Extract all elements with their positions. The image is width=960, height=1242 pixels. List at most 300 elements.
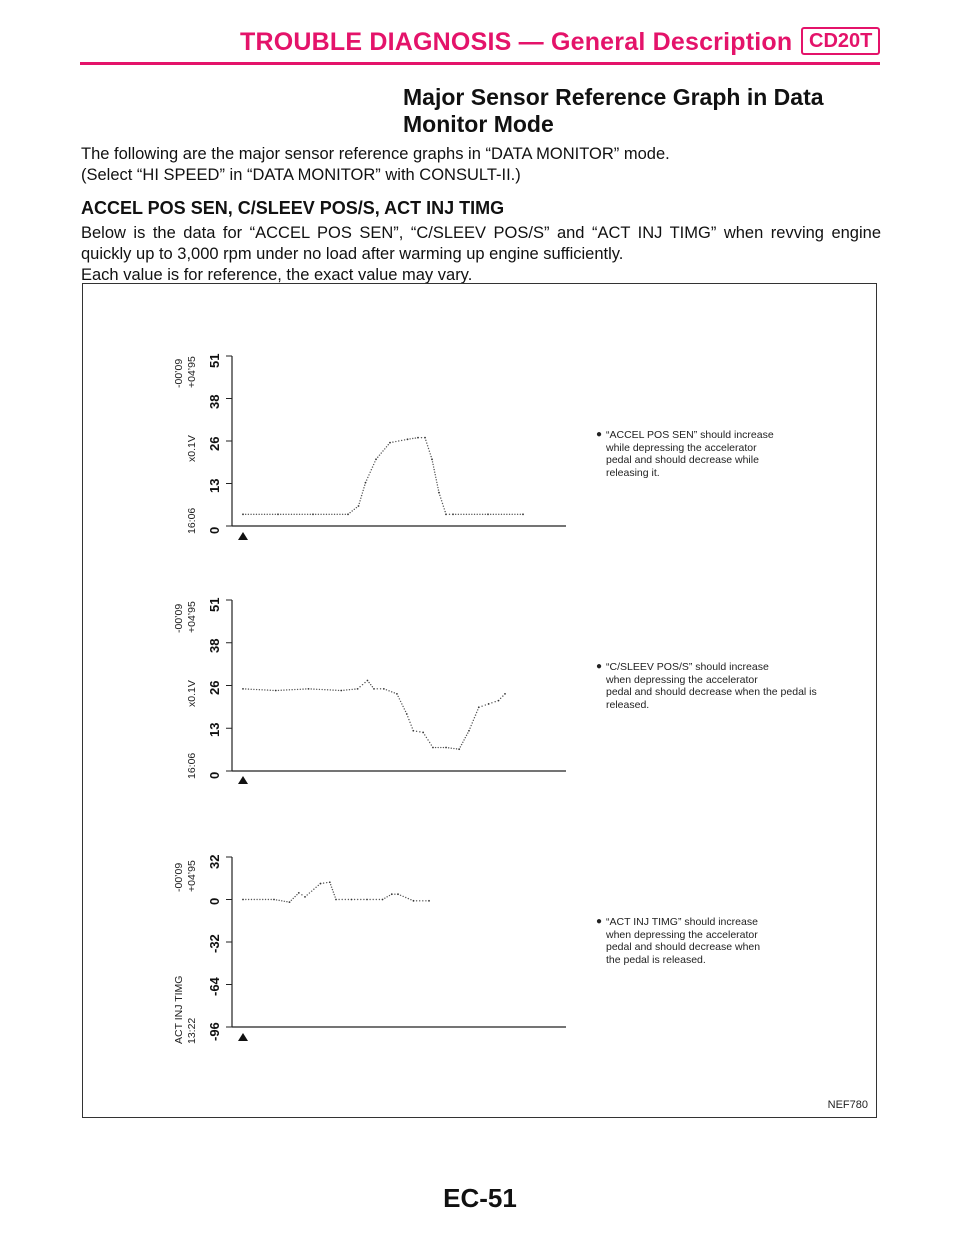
graph3-trace-dot: [345, 899, 346, 900]
graph1-trace-dot: [426, 442, 427, 443]
graph2-trace-dot: [327, 689, 328, 690]
graph3-trace-dot: [291, 900, 292, 901]
bullet-icon: ●: [596, 429, 603, 440]
graph1-trace-dot: [359, 500, 360, 501]
graph1-trace-dot: [442, 503, 443, 504]
graph3-data-point: [413, 900, 415, 902]
graph2-data-point: [422, 732, 424, 734]
graph3-trace-dot: [315, 887, 316, 888]
graph1-trace-dot: [498, 514, 499, 515]
graph3-trace-dot: [251, 899, 252, 900]
graph2-trace-dot: [386, 689, 387, 690]
graph1-note-line2: while depressing the accelerator: [606, 441, 757, 454]
graph2-trace-dot: [368, 682, 369, 683]
graph2-trace-dot: [302, 688, 303, 689]
graph2-trace-dot: [462, 742, 463, 743]
graph2-note: [596, 661, 846, 711]
graph1-trace-dot: [261, 514, 262, 515]
graph1-trace-dot: [283, 514, 284, 515]
graph2-tick-1: 13: [207, 722, 222, 737]
graph1-trace-dot: [258, 514, 259, 515]
graph2-trace-dot: [408, 719, 409, 720]
graph1-trace-dot: [485, 514, 486, 515]
graph1-trace-dot: [434, 471, 435, 472]
graph2-trace-dot: [407, 716, 408, 717]
graph2-trace-dot: [330, 689, 331, 690]
graph3-trace-dot: [307, 894, 308, 895]
graph2-trace-dot: [485, 704, 486, 705]
graph2-trace-dot: [453, 748, 454, 749]
section-title-line2: Monitor Mode: [403, 111, 554, 137]
graph3-trace-dot: [245, 899, 246, 900]
graph2-data-point: [367, 680, 369, 682]
graph2-trace-dot: [491, 702, 492, 703]
graph3-trace-dot: [369, 899, 370, 900]
graph2-trace-dot: [321, 689, 322, 690]
subsection-title: ACCEL POS SEN, C/SLEEV POS/S, ACT INJ TIMG: [81, 198, 505, 218]
graph1-trace-dot: [435, 474, 436, 475]
graph1-tick-4: 51: [207, 353, 222, 368]
graph2-data-point: [383, 688, 385, 690]
graph2-time: 16:06: [186, 752, 198, 779]
graph2-data-point: [340, 690, 342, 692]
graph1-trace-dot: [291, 514, 292, 515]
graph2-data-point: [488, 703, 490, 705]
graph1-trace-dot: [438, 489, 439, 490]
graph1-data-point: [375, 458, 377, 460]
graph3-data-point: [382, 899, 384, 901]
graph3-trace-dot: [248, 899, 249, 900]
graph3-trace-dot: [293, 898, 294, 899]
graph2-trace-dot: [410, 724, 411, 725]
graph1-data-point: [389, 442, 391, 444]
graph2-range-top: -00’09: [173, 603, 185, 633]
graph1-trace-dot: [463, 514, 464, 515]
graph2-trace-dot: [354, 688, 355, 689]
graph1-data-point: [424, 437, 426, 439]
graph1-trace-dot: [339, 514, 340, 515]
graph3-tick-3: 0: [207, 897, 222, 905]
graph3-trace-dot: [301, 894, 302, 895]
graph2-trace-dot: [380, 688, 381, 689]
page-number: EC-51: [443, 1183, 517, 1213]
graph2-trace-dot: [435, 747, 436, 748]
graph3-trace-dot: [265, 899, 266, 900]
graph1-trace-dot: [345, 514, 346, 515]
graph2-trace-dot: [477, 709, 478, 710]
graph1-trace-dot: [328, 514, 329, 515]
graph1-trace-dot: [412, 438, 413, 439]
graph3-trace-dot: [254, 899, 255, 900]
graph3-trace-dot: [394, 893, 395, 894]
graph2-trace-dot: [332, 689, 333, 690]
graph1-trace-dot: [514, 514, 515, 515]
graph1-trace-dot: [401, 440, 402, 441]
graph1-trace-dot: [509, 514, 510, 515]
graph1-trace-dot: [296, 514, 297, 515]
graph2-trace-dot: [259, 689, 260, 690]
graph1-trace-dot: [503, 514, 504, 515]
graph1-note-line1: “ACCEL POS SEN” should increase: [606, 429, 774, 441]
graph1-trace-dot: [307, 514, 308, 515]
graph3-trace-dot: [268, 899, 269, 900]
graph2-data-point: [357, 688, 359, 690]
graph2-trace-dot: [359, 686, 360, 687]
graph1-trace-dot: [409, 438, 410, 439]
graph1-trace-dot: [468, 514, 469, 515]
graph1-trace-dot: [471, 514, 472, 515]
graph1-trace-dot: [517, 514, 518, 515]
graph2-data-point: [432, 747, 434, 749]
graph1-trace-dot: [352, 510, 353, 511]
graph2-trace-dot: [294, 689, 295, 690]
graph1-trace-dot: [267, 514, 268, 515]
graph2-trace-dot: [324, 689, 325, 690]
graph1-trace-dot: [421, 437, 422, 438]
graph3-trace-dot: [270, 899, 271, 900]
graph2-data-point: [412, 730, 414, 732]
graph3-trace-dot: [405, 897, 406, 898]
graph2-trace-dot: [437, 747, 438, 748]
graph2-trace-dot: [443, 747, 444, 748]
graph2-trace-dot: [469, 727, 470, 728]
graph2-trace-dot: [349, 689, 350, 690]
graph2-trace-dot: [300, 689, 301, 690]
graph1-trace-dot: [362, 492, 363, 493]
graph3-note-line1: “ACT INJ TIMG” should increase: [606, 916, 758, 928]
graph1-trace-dot: [482, 514, 483, 515]
graph1-tick-3: 38: [207, 394, 222, 409]
graph2-trace-dot: [427, 739, 428, 740]
graph2-trace-dot: [456, 748, 457, 749]
graph1-note-line4: releasing it.: [606, 466, 660, 479]
graph2-trace-dot: [397, 696, 398, 697]
graph1-trace-dot: [444, 508, 445, 509]
graph3-trace-dot: [330, 884, 331, 885]
desc-line1: Below is the data for “ACCEL POS SEN”, “C/SLEEV POS/S” and “ACT INJ TIMG” when revving engine: [81, 224, 881, 242]
graph1-trace-dot: [432, 461, 433, 462]
graph3-trace-dot: [376, 899, 377, 900]
graph2-note-line3: pedal and should decrease when the pedal is: [606, 686, 817, 698]
graph3-range-top: -00’09: [173, 862, 185, 892]
graph1-data-point: [522, 513, 524, 515]
graph3-trace-dot: [286, 901, 287, 902]
graph2-trace-dot: [409, 722, 410, 723]
graph3-trace-dot: [334, 894, 335, 895]
graph2-note-line1: “C/SLEEV POS/S” should increase: [606, 661, 769, 673]
graph1-trace-dot: [371, 469, 372, 470]
graph2-data-point: [458, 748, 460, 750]
graph2-tick-3: 38: [207, 638, 222, 653]
graph1-trace-dot: [388, 444, 389, 445]
graph1-trace-dot: [334, 514, 335, 515]
section-title-line1: Major Sensor Reference Graph in Data: [403, 84, 824, 110]
graph3-note-line3: pedal and should decrease when: [606, 941, 761, 953]
graph3-trace-dot: [276, 899, 277, 900]
graph1-trace-dot: [381, 452, 382, 453]
graph3-note-line2: when depressing the accelerator: [606, 928, 758, 941]
figure-id: NEF780: [827, 1099, 868, 1111]
graph2-trace-dot: [412, 727, 413, 728]
graph1-trace-dot: [315, 514, 316, 515]
graph3-trace-dot: [357, 899, 358, 900]
graph1-trace-dot: [449, 514, 450, 515]
graph3-trace-dot: [389, 895, 390, 896]
graph2-trace-dot: [500, 698, 501, 699]
bullet-icon: ●: [596, 916, 603, 927]
graph2-data-point: [396, 693, 398, 695]
graph3-trace-dot: [373, 899, 374, 900]
graph1-trace-dot: [379, 454, 380, 455]
graph1-note-line3: pedal and should decrease while: [606, 454, 759, 466]
graph1-trace-dot: [253, 514, 254, 515]
graph3-trace-dot: [334, 896, 335, 897]
graph2-trace-dot: [289, 689, 290, 690]
graph2-trace-dot: [404, 708, 405, 709]
graph1-trace-dot: [479, 514, 480, 515]
graph1-trace-dot: [342, 514, 343, 515]
graph1-trace-dot: [436, 479, 437, 480]
graph1-trace-dot: [436, 482, 437, 483]
graph2-trace-dot: [476, 712, 477, 713]
graph2-trace-dot: [291, 689, 292, 690]
graph3-trace-dot: [363, 899, 364, 900]
graph3-trace-dot: [296, 894, 297, 895]
graph3-trace-dot: [354, 899, 355, 900]
graph1-trace-dot: [398, 440, 399, 441]
graph2-data-point: [242, 688, 244, 690]
graph1-data-point: [242, 513, 244, 515]
graph2-data-point: [406, 713, 408, 715]
graph1-trace-dot: [326, 514, 327, 515]
engine-code-badge: CD20T: [801, 27, 880, 55]
graph1-trace-dot: [432, 464, 433, 465]
graph3-trace-dot: [422, 900, 423, 901]
graph3-tick-4: 32: [207, 854, 222, 869]
graph1-trace-dot: [506, 514, 507, 515]
graph1-trace-dot: [349, 512, 350, 513]
graph1-trace-dot: [520, 514, 521, 515]
graph1-trace-dot: [493, 514, 494, 515]
graph1-trace-dot: [440, 497, 441, 498]
graph1-trace-dot: [444, 511, 445, 512]
graph1-trace-dot: [369, 472, 370, 473]
graph3-trace-dot: [309, 892, 310, 893]
graph1-trace-dot: [264, 514, 265, 515]
graph2-trace-dot: [401, 703, 402, 704]
graph3-tick-1: -64: [207, 977, 222, 996]
graph2-trace-dot: [362, 684, 363, 685]
graph3-data-point: [366, 899, 368, 901]
graph3-note-line4: the pedal is released.: [606, 953, 706, 966]
graph3-data-point: [397, 893, 399, 895]
graph1-trace-dot: [474, 514, 475, 515]
graph3-trace-dot: [333, 891, 334, 892]
graph1-trace-dot: [367, 477, 368, 478]
graph1-trace-dot: [248, 514, 249, 515]
graph2-trace-dot: [250, 689, 251, 690]
graph3-trace-dot: [323, 882, 324, 883]
graph1-trace-dot: [501, 514, 502, 515]
graph2-data-point: [498, 700, 500, 702]
graph2-trace-dot: [338, 690, 339, 691]
graph2-trace-dot: [481, 705, 482, 706]
graph1-trace-dot: [443, 506, 444, 507]
graph2-trace-dot: [426, 737, 427, 738]
graph1-tick-0: 0: [207, 526, 222, 534]
intro-line2: (Select “HI SPEED” in “DATA MONITOR” with CONSULT-II.): [81, 166, 521, 184]
graph3-trace-dot: [400, 895, 401, 896]
graph2-data-point: [478, 706, 480, 708]
graph1-trace-dot: [458, 514, 459, 515]
graph3-trace-dot: [259, 899, 260, 900]
graph1-trace-dot: [304, 514, 305, 515]
graph1-trace-dot: [288, 514, 289, 515]
graph1-trace-dot: [368, 474, 369, 475]
graph2-trace-dot: [460, 746, 461, 747]
graph3-trace-dot: [360, 899, 361, 900]
graph3-data-point: [428, 900, 430, 902]
graph2-trace-dot: [335, 690, 336, 691]
graph2-data-point: [373, 688, 375, 690]
graph2-range-bottom: +04’95: [186, 601, 198, 633]
graph2-trace-dot: [405, 711, 406, 712]
graph2-trace-dot: [270, 690, 271, 691]
graph1-note: [596, 429, 846, 479]
graph1-trace-dot: [377, 457, 378, 458]
graph1-trace-dot: [363, 487, 364, 488]
graph2-data-point: [504, 693, 506, 695]
graph2-trace-dot: [343, 690, 344, 691]
graph2-cursor-marker: [238, 776, 248, 784]
graph3-trace-dot: [416, 900, 417, 901]
graph3-tick-0: -96: [207, 1022, 222, 1041]
graph1-trace-dot: [466, 514, 467, 515]
graph2-trace-dot: [473, 720, 474, 721]
header-rule: [80, 62, 880, 65]
graph1-trace-dot: [360, 498, 361, 499]
graph1-trace-dot: [362, 490, 363, 491]
graph1-trace-dot: [460, 514, 461, 515]
graph2-trace-dot: [248, 688, 249, 689]
header-title: TROUBLE DIAGNOSIS — General Description: [240, 28, 793, 56]
graph1-trace-dot: [359, 503, 360, 504]
graph1-trace-dot: [429, 451, 430, 452]
graph1-trace-dot: [272, 514, 273, 515]
graph3-trace-dot: [384, 897, 385, 898]
graph3-data-point: [391, 893, 393, 895]
graph3-time: 13:22: [186, 1017, 198, 1044]
graph3-cursor-marker: [238, 1033, 248, 1041]
graph1-trace-dot: [372, 466, 373, 467]
graph2-trace-dot: [472, 722, 473, 723]
graph1-trace-dot: [437, 484, 438, 485]
graph1-data-point: [431, 458, 433, 460]
graph3-trace-dot: [342, 899, 343, 900]
graph2-unit: x0.1V: [186, 680, 198, 707]
graph1-range-bottom: +04’95: [186, 356, 198, 388]
graph2-tick-0: 0: [207, 771, 222, 779]
graph1-data-point: [358, 505, 360, 507]
graph1-range-top: -00’09: [173, 358, 185, 388]
graph3-trace-dot: [262, 899, 263, 900]
graph2-trace-dot: [463, 739, 464, 740]
graph2-trace-dot: [440, 747, 441, 748]
graph1-trace-dot: [256, 514, 257, 515]
graph1-trace-dot: [331, 514, 332, 515]
graph3-data-point: [335, 899, 337, 901]
graph2-trace-dot: [377, 688, 378, 689]
graph2-trace-dot: [245, 688, 246, 689]
graph3-trace-dot: [313, 889, 314, 890]
graph1-trace-dot: [435, 477, 436, 478]
graph1-cursor-marker: [238, 532, 248, 540]
graph2-tick-2: 26: [207, 680, 222, 695]
graph1-trace-dot: [373, 464, 374, 465]
graph2-trace-dot: [451, 748, 452, 749]
graph3-trace-dot: [408, 898, 409, 899]
graph2-trace-dot: [261, 689, 262, 690]
graph2-note-line2: when depressing the accelerator: [606, 673, 758, 686]
graph2-trace-dot: [474, 717, 475, 718]
graph2-trace-dot: [470, 725, 471, 726]
graph1-trace-dot: [318, 514, 319, 515]
graph1-trace-dot: [439, 495, 440, 496]
graph1-trace-dot: [425, 440, 426, 441]
graph3-trace-dot: [294, 896, 295, 897]
graph1-trace-dot: [430, 456, 431, 457]
graph1-trace-dot: [490, 514, 491, 515]
desc-line3: Each value is for reference, the exact value may vary.: [81, 266, 473, 284]
graph1-trace-dot: [280, 514, 281, 515]
graph1-time: 16:06: [186, 507, 198, 534]
graph3-trace-dot: [348, 899, 349, 900]
graph1-trace-dot: [430, 453, 431, 454]
graph2-trace-dot: [370, 684, 371, 685]
graph2-trace-dot: [372, 686, 373, 687]
section-title: [403, 84, 873, 138]
graph3-tick-2: -32: [207, 934, 222, 953]
graph2-data-point: [445, 747, 447, 749]
graph2-trace-dot: [272, 690, 273, 691]
graph3-trace-dot: [278, 900, 279, 901]
graph2-trace-dot: [281, 690, 282, 691]
graph3-trace-dot: [284, 901, 285, 902]
bullet-icon: ●: [596, 661, 603, 672]
graph3-name: ACT INJ TIMG: [173, 975, 185, 1044]
graph3-trace-dot: [332, 889, 333, 890]
graph1-trace-dot: [269, 514, 270, 515]
graph3-trace-dot: [256, 899, 257, 900]
graph1-trace-dot: [433, 466, 434, 467]
graph2-trace-dot: [253, 689, 254, 690]
graph2-trace-dot: [467, 732, 468, 733]
graph1-trace-dot: [364, 485, 365, 486]
graph2-trace-dot: [388, 690, 389, 691]
graph2-trace-dot: [267, 689, 268, 690]
graph3-data-point: [304, 896, 306, 898]
graph2-trace-dot: [429, 742, 430, 743]
graph2-trace-dot: [494, 701, 495, 702]
graph3-trace-dot: [318, 885, 319, 886]
graph2-trace-dot: [278, 690, 279, 691]
graph2-data-point: [308, 688, 310, 690]
graph1-trace-dot: [392, 441, 393, 442]
graph2-trace-dot: [399, 698, 400, 699]
graph1-data-point: [487, 513, 489, 515]
graph1-trace-dot: [404, 439, 405, 440]
graph2-trace-dot: [313, 688, 314, 689]
